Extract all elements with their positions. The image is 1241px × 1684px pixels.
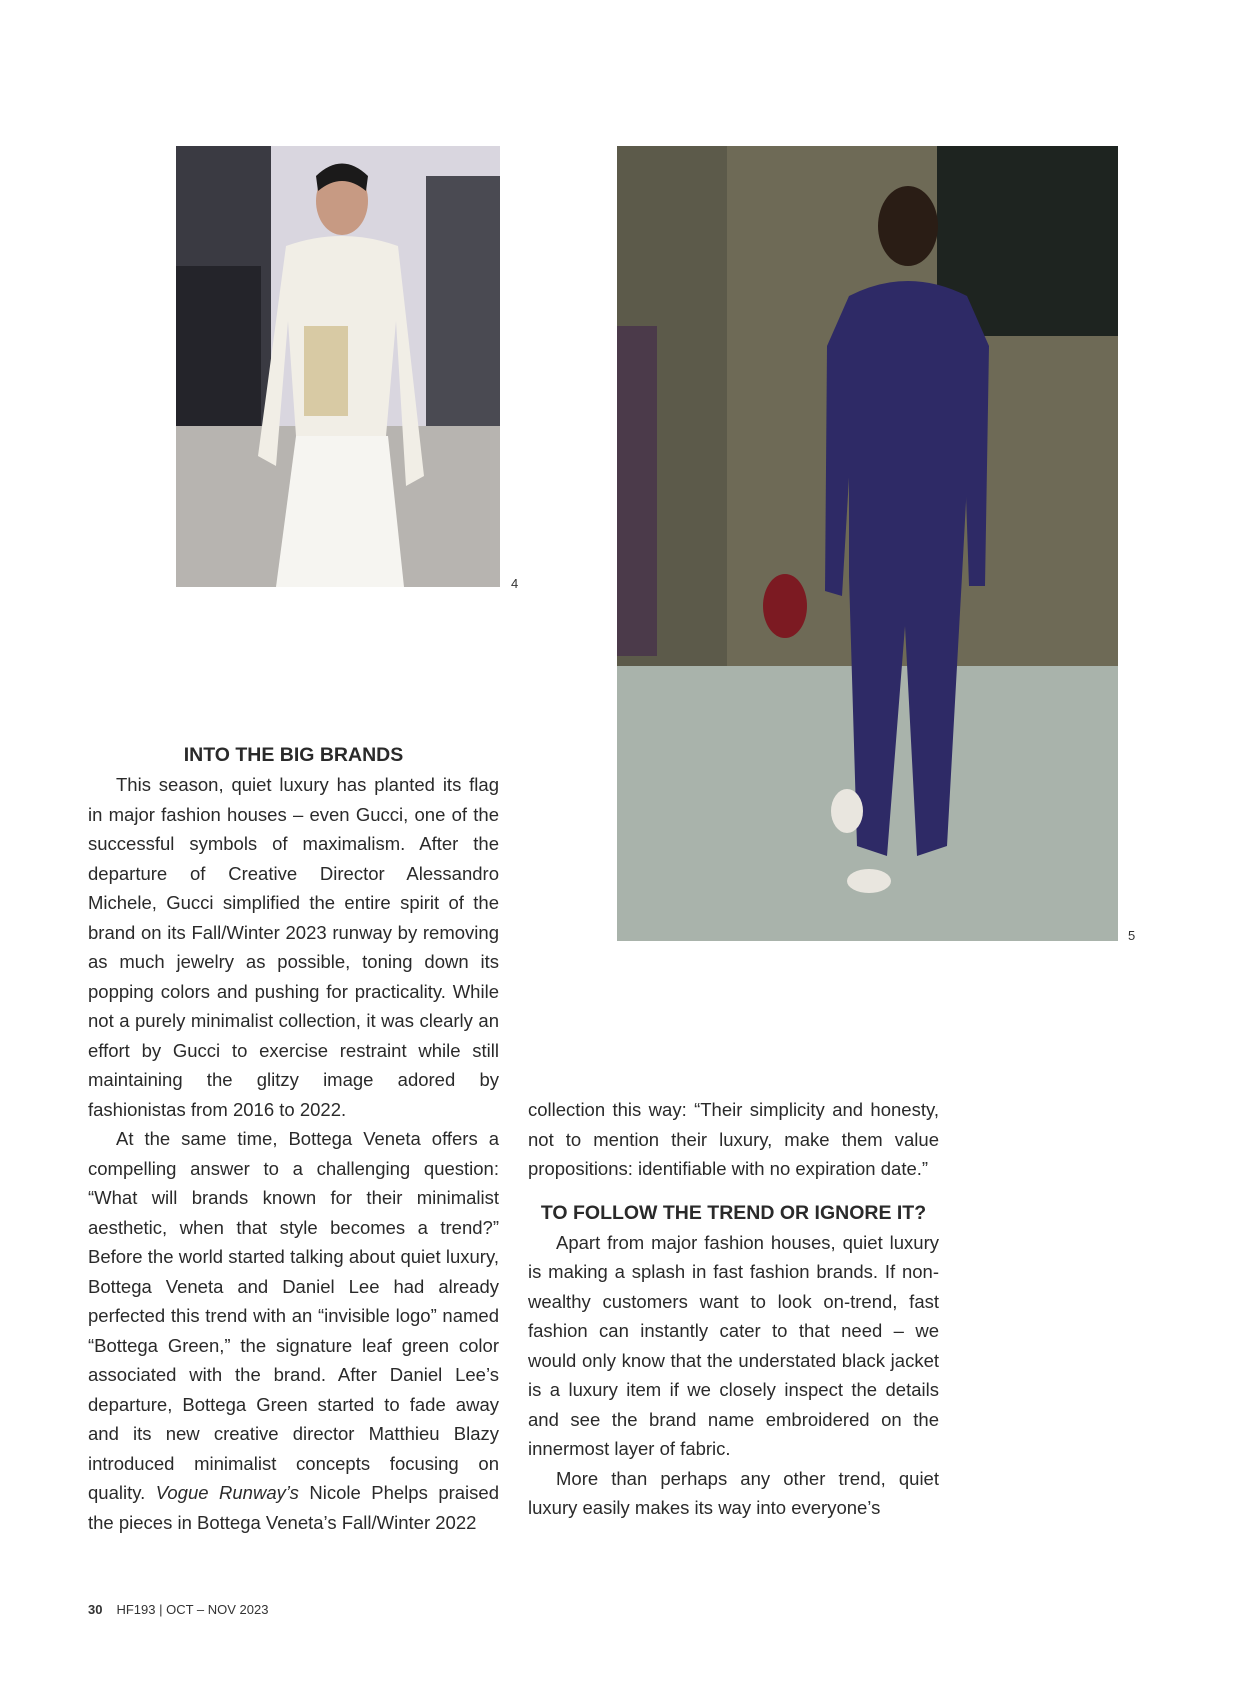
paragraph-bottega-text: At the same time, Bottega Veneta offers a compelling answer to a challenging question: “What will brands known for their minimalist aesthetic, when that style becomes a trend?” Before the world started talking about quiet luxury, Bottega Veneta and Daniel Lee had already perfected this trend with an “invisible logo” named “Bottega Green,” the signature leaf green color associated with the brand. After Daniel Lee’s departure, Bottega Green started to fade away and its new creative director Matthieu Blazy introduced minimalist concepts focusing on quality. — [88, 1128, 499, 1503]
figure-number-4: 4 — [511, 576, 519, 591]
page-number: 30 — [88, 1602, 103, 1617]
photo-runway-navy-outfit — [617, 146, 1118, 941]
paragraph-bottega — [88, 1124, 499, 1537]
paragraph-everyone: More than perhaps any other trend, quiet luxury easily makes its way into everyone’s — [528, 1467, 939, 1518]
issue-label: HF193 | OCT – NOV 2023 — [116, 1602, 269, 1617]
section-heading-big-brands: INTO THE BIG BRANDS — [183, 744, 404, 766]
photo-runway-white-outfit — [176, 146, 500, 587]
left-text-column — [88, 740, 499, 1537]
figure-number-5: 5 — [1128, 928, 1136, 943]
paragraph-bottega-text-end: Nicole Phelps praised the pieces in Bottega Veneta’s Fall/Winter 2022 — [88, 1482, 499, 1533]
publication-name: Vogue Runway’s — [155, 1482, 299, 1503]
section-heading-follow-trend: TO FOLLOW THE TREND OR IGNORE IT? — [540, 1201, 927, 1224]
paragraph-fast-fashion: Apart from major fashion houses, quiet luxury is making a splash in fast fashion brands. If non-wealthy customers want to look on-trend, fast fashion can instantly cater to that need – we would only know that the understated black jacket is a luxury item if we closely inspect the details and see the brand name embroidered on the innermost layer of fabric. — [528, 1231, 939, 1459]
paragraph-quote-continuation: collection this way: “Their simplicity and honesty, not to mention their luxury, make them value propositions: identifiable with no expiration date.” — [528, 1099, 939, 1179]
right-text-column — [528, 1095, 939, 1523]
paragraph-gucci: This season, quiet luxury has planted its flag in major fashion houses – even Gucci, one of the successful symbols of maximalism. After the departure of Creative Director Alessandro Michele, Gucci simplified the entire spirit of the brand on its Fall/Winter 2023 runway by removing as much jewelry as possible, toning down its popping colors and pushing for practicality. While not a purely minimalist collection, it was clearly an effort by Gucci to exercise restraint while still maintaining the glitzy image adored by fashionistas from 2016 to 2022. — [88, 774, 499, 1120]
page-footer — [88, 1602, 268, 1617]
